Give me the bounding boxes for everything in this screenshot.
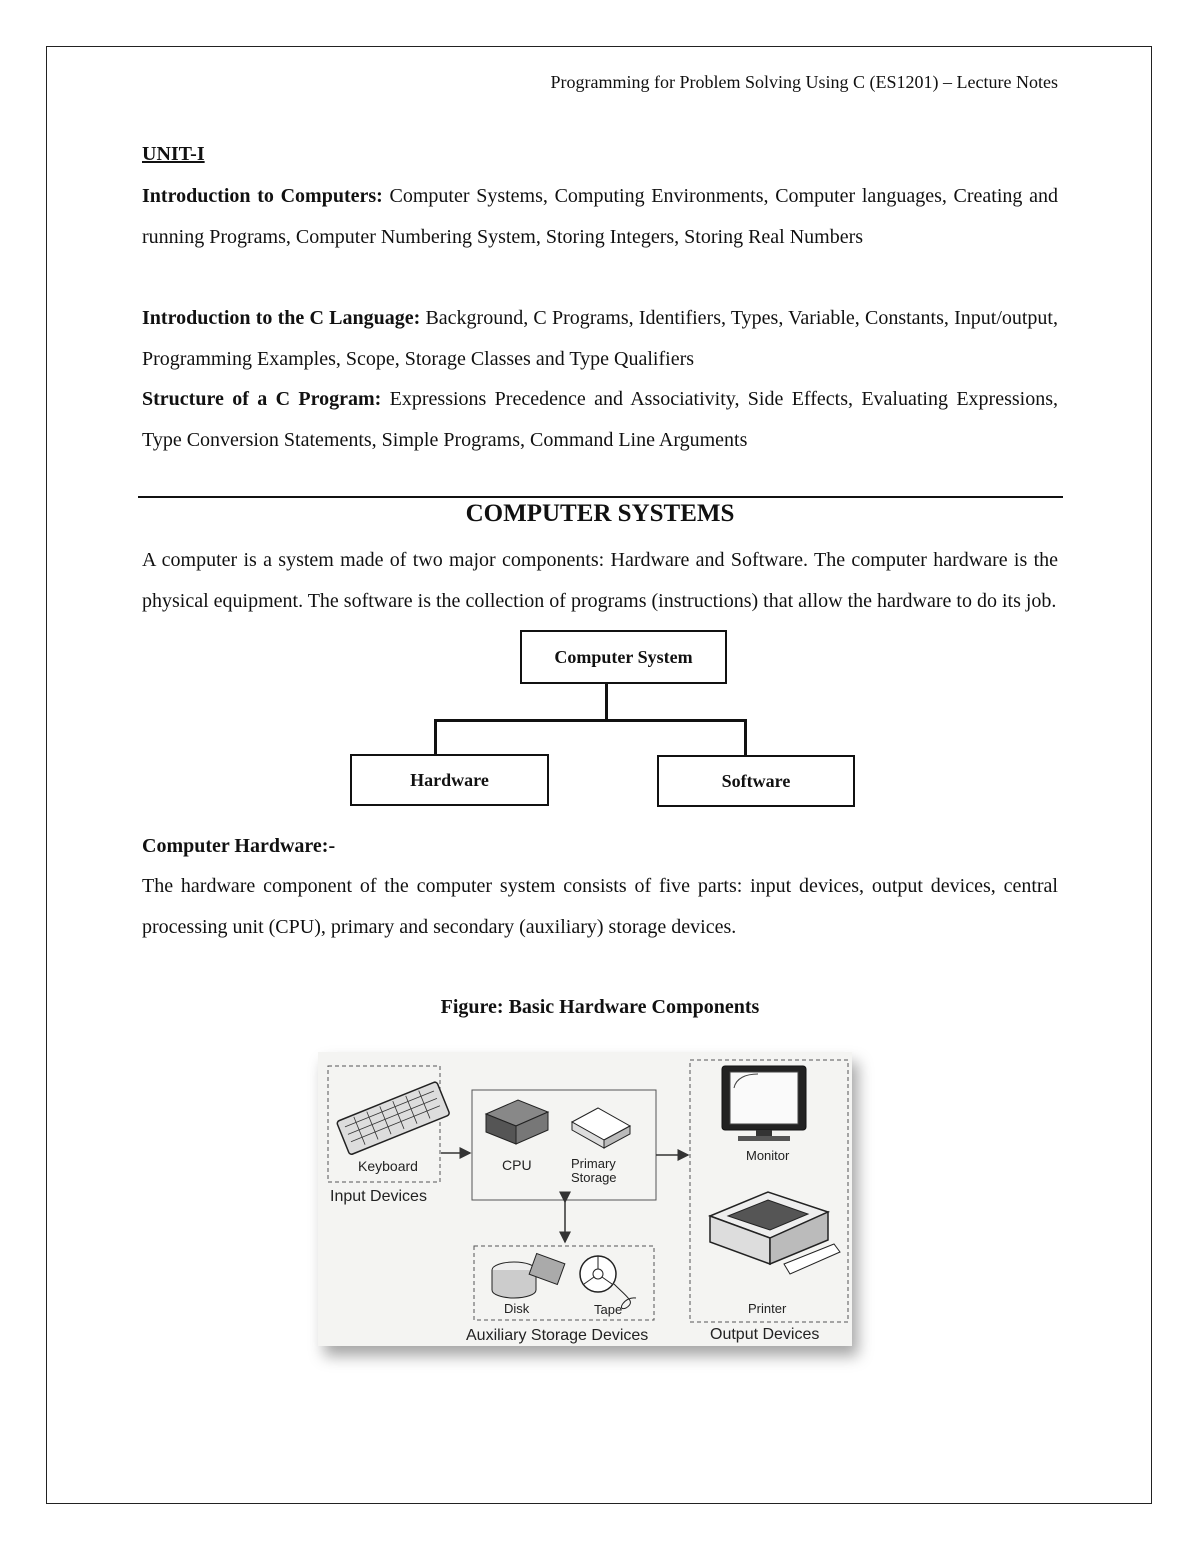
output-devices-label: Output Devices [710, 1326, 820, 1343]
primary-storage-label: Primary [571, 1156, 616, 1171]
section-title: COMPUTER SYSTEMS [465, 500, 735, 527]
hardware-heading: Computer Hardware:- [142, 835, 336, 857]
disk-icon [492, 1254, 565, 1298]
topic-heading: Structure of a C Program: [142, 388, 382, 410]
cpu-group [472, 1090, 656, 1200]
primary-storage-label: Storage [571, 1170, 617, 1185]
section-intro: A computer is a system made of two major components: Hardware and Software. The computer hardware is the physical equipment. The software is the collection of programs (instructions) that allow the hardware to do its job. [142, 549, 1058, 612]
keyboard-label: Keyboard [358, 1158, 418, 1174]
disk-label: Disk [504, 1301, 530, 1316]
tape-label: Tape [594, 1302, 623, 1317]
printer-label: Printer [748, 1301, 787, 1316]
monitor-icon [722, 1066, 806, 1141]
printer-icon [710, 1192, 840, 1274]
primary-storage-icon [572, 1108, 630, 1148]
section-divider [138, 496, 1063, 498]
topic-text: Background, C Programs, Identifiers, Types, Variable, Constants, Input/output, Programming Examples, Scope, Storage Classes and Type Qualifiers [142, 307, 1058, 370]
topic-text: Computer Systems, Computing Environments, Computer languages, Creating and running Programs, Computer Numbering System, Storing Integers, Storing Real Numbers [142, 185, 1058, 248]
tree-root-box: Computer System [520, 630, 727, 684]
unit-title: UNIT-I [142, 143, 205, 165]
input-devices-label: Input Devices [330, 1188, 427, 1205]
tree-hardware-box: Hardware [350, 754, 549, 806]
topic-paragraph-3 [142, 379, 1058, 461]
cpu-label: CPU [502, 1157, 532, 1173]
monitor-label: Monitor [746, 1148, 790, 1163]
tape-icon [580, 1256, 636, 1309]
hardware-paragraph: The hardware component of the computer system consists of five parts: input devices, output devices, central processing unit (CPU), primary and secondary (auxiliary) storage devices. [142, 875, 1058, 938]
keyboard-icon [336, 1081, 450, 1155]
topic-text: Expressions Precedence and Associativity, Side Effects, Evaluating Expressions, Type Conversion Statements, Simple Programs, Command Line Arguments [142, 388, 1058, 451]
tree-connector [744, 719, 747, 755]
cpu-icon [486, 1100, 548, 1144]
tree-software-box: Software [657, 755, 855, 807]
tree-connector [605, 684, 608, 721]
topic-paragraph-2 [142, 298, 1058, 380]
tree-connector [434, 719, 747, 722]
topic-heading: Introduction to Computers: [142, 185, 383, 207]
tree-connector [434, 719, 437, 754]
topic-heading: Introduction to the C Language: [142, 307, 421, 329]
running-header: Programming for Problem Solving Using C (ES1201) – Lecture Notes [550, 72, 1058, 92]
hardware-figure [318, 1052, 852, 1346]
topic-paragraph-1 [142, 176, 1058, 258]
figure-caption: Figure: Basic Hardware Components [440, 996, 760, 1018]
aux-storage-label: Auxiliary Storage Devices [466, 1327, 649, 1344]
